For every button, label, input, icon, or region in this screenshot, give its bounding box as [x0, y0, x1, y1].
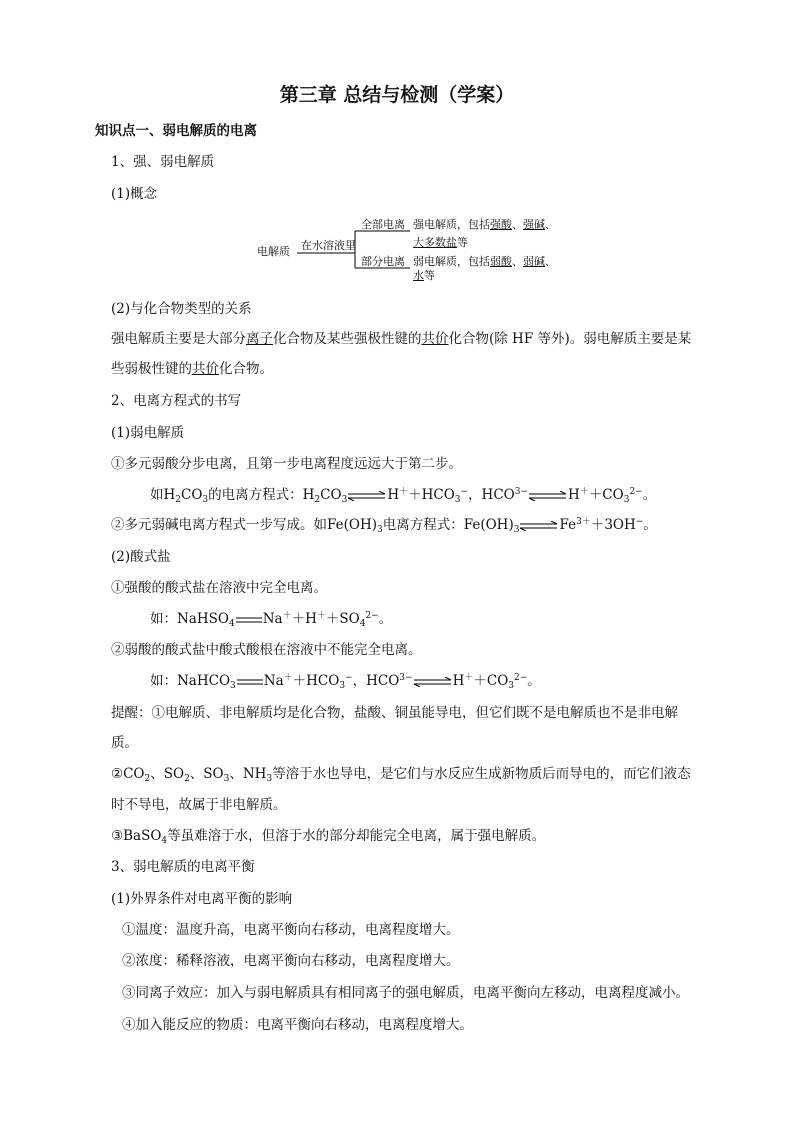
equilibrium-arrow-icon	[347, 491, 387, 501]
rule-strong-acid-salt: ①强酸的酸式盐在溶液中完全电离。	[111, 580, 327, 596]
diagram-full: 全部电离	[361, 218, 405, 231]
concept-label: (1)概念	[111, 186, 158, 202]
reminder-2: $②CO_2$、$SO_2$、$SO_3$、$NH_3$等溶于水也导电，是它们与水反应生成新物质后而导电的，而它们液态	[111, 766, 691, 784]
acid-salt-label: (2)酸式盐	[111, 549, 171, 565]
diagram-strong-line2: 大多数盐等	[413, 236, 468, 249]
equals-arrow-icon	[236, 678, 264, 686]
subheading-2: 2、电离方程式的书写	[111, 393, 242, 409]
equilibrium-arrow-icon	[413, 677, 453, 687]
weak-electrolyte-label: (1)弱电解质	[111, 425, 185, 441]
reminder-1-cont: 质。	[111, 735, 138, 751]
section-heading-1: 知识点一、弱电解质的电离	[95, 123, 257, 139]
relation-line2: 些弱极性键的共价化合物。	[111, 361, 273, 377]
reminder-2-cont: 时不导电，故属于非电解质。	[111, 797, 287, 813]
factor-temperature: ①温度：温度升高，电离平衡向右移动，电离程度增大。	[122, 922, 460, 938]
diagram-strong-line1: 强电解质，包括强酸、强碱、	[413, 218, 556, 231]
equals-arrow-icon	[235, 616, 263, 624]
diagram-condition: 在水溶液里	[301, 239, 356, 252]
factor-reactant: ④加入能反应的物质：电离平衡向右移动，电离程度增大。	[122, 1017, 473, 1033]
equation-nahco3: 如：NaHCO$_3$ $Na^++HCO_3^-$，$HCO^{3-}$ $H^++CO_3^{2-}$。	[150, 673, 541, 691]
factor-concentration: ②浓度：稀释溶液，电离平衡向右移动，电离程度增大。	[122, 953, 460, 969]
equation-h2co3: 如$H_2CO_3$的电离方程式：$H_2CO_3$ $H^++HCO_3^-$，$HCO^{3-}$ $H^++CO_3^{2-}$。	[150, 487, 657, 505]
relation-title: (2)与化合物类型的关系	[111, 301, 252, 317]
diagram-weak-line2: 水等	[413, 269, 435, 282]
equilibrium-arrow-icon	[519, 521, 559, 531]
rule-polyacid: ①多元弱酸分步电离，且第一步电离程度远远大于第二步。	[111, 456, 462, 472]
external-factors-label: (1)外界条件对电离平衡的影响	[111, 891, 293, 907]
page-title: 第三章 总结与检测（学案）	[279, 84, 515, 106]
subheading-1: 1、强、弱电解质	[111, 154, 215, 170]
rule-polybase: ②多元弱碱电离方程式一步写成。如$Fe(OH)_3$电离方程式：$Fe(OH)_3$ $Fe^{3+}+3OH^-$。	[111, 517, 657, 535]
factor-common-ion: ③同离子效应：加入与弱电解质具有相同离子的强电解质，电离平衡向左移动，电离程度减小。	[122, 985, 689, 1001]
rule-weak-acid-salt: ②弱酸的酸式盐中酸式酸根在溶液中不能完全电离。	[111, 642, 422, 658]
reminder-1: 提醒：①电解质、非电解质均是化合物，盐酸、铜虽能导电，但它们既不是电解质也不是非电解	[111, 705, 678, 721]
equilibrium-arrow-icon	[528, 491, 568, 501]
equation-nahso4: 如：NaHSO$_4$ $Na^++H^++SO_4^{2-}$。	[150, 611, 393, 629]
subheading-3: 3、弱电解质的电离平衡	[111, 859, 255, 875]
diagram-root: 电解质	[257, 245, 290, 258]
diagram-weak-line1: 弱电解质，包括弱酸、弱碱、	[413, 255, 556, 268]
reminder-3: ③BaSO$_4$等虽难溶于水，但溶于水的部分却能完全电离，属于强电解质。	[111, 828, 546, 846]
diagram-partial: 部分电离	[361, 255, 405, 268]
relation-line1: 强电解质主要是大部分离子化合物及某些强极性键的共价化合物(除 HF 等外)。弱电解质主要是某	[111, 331, 692, 347]
electrolyte-diagram	[255, 215, 565, 280]
